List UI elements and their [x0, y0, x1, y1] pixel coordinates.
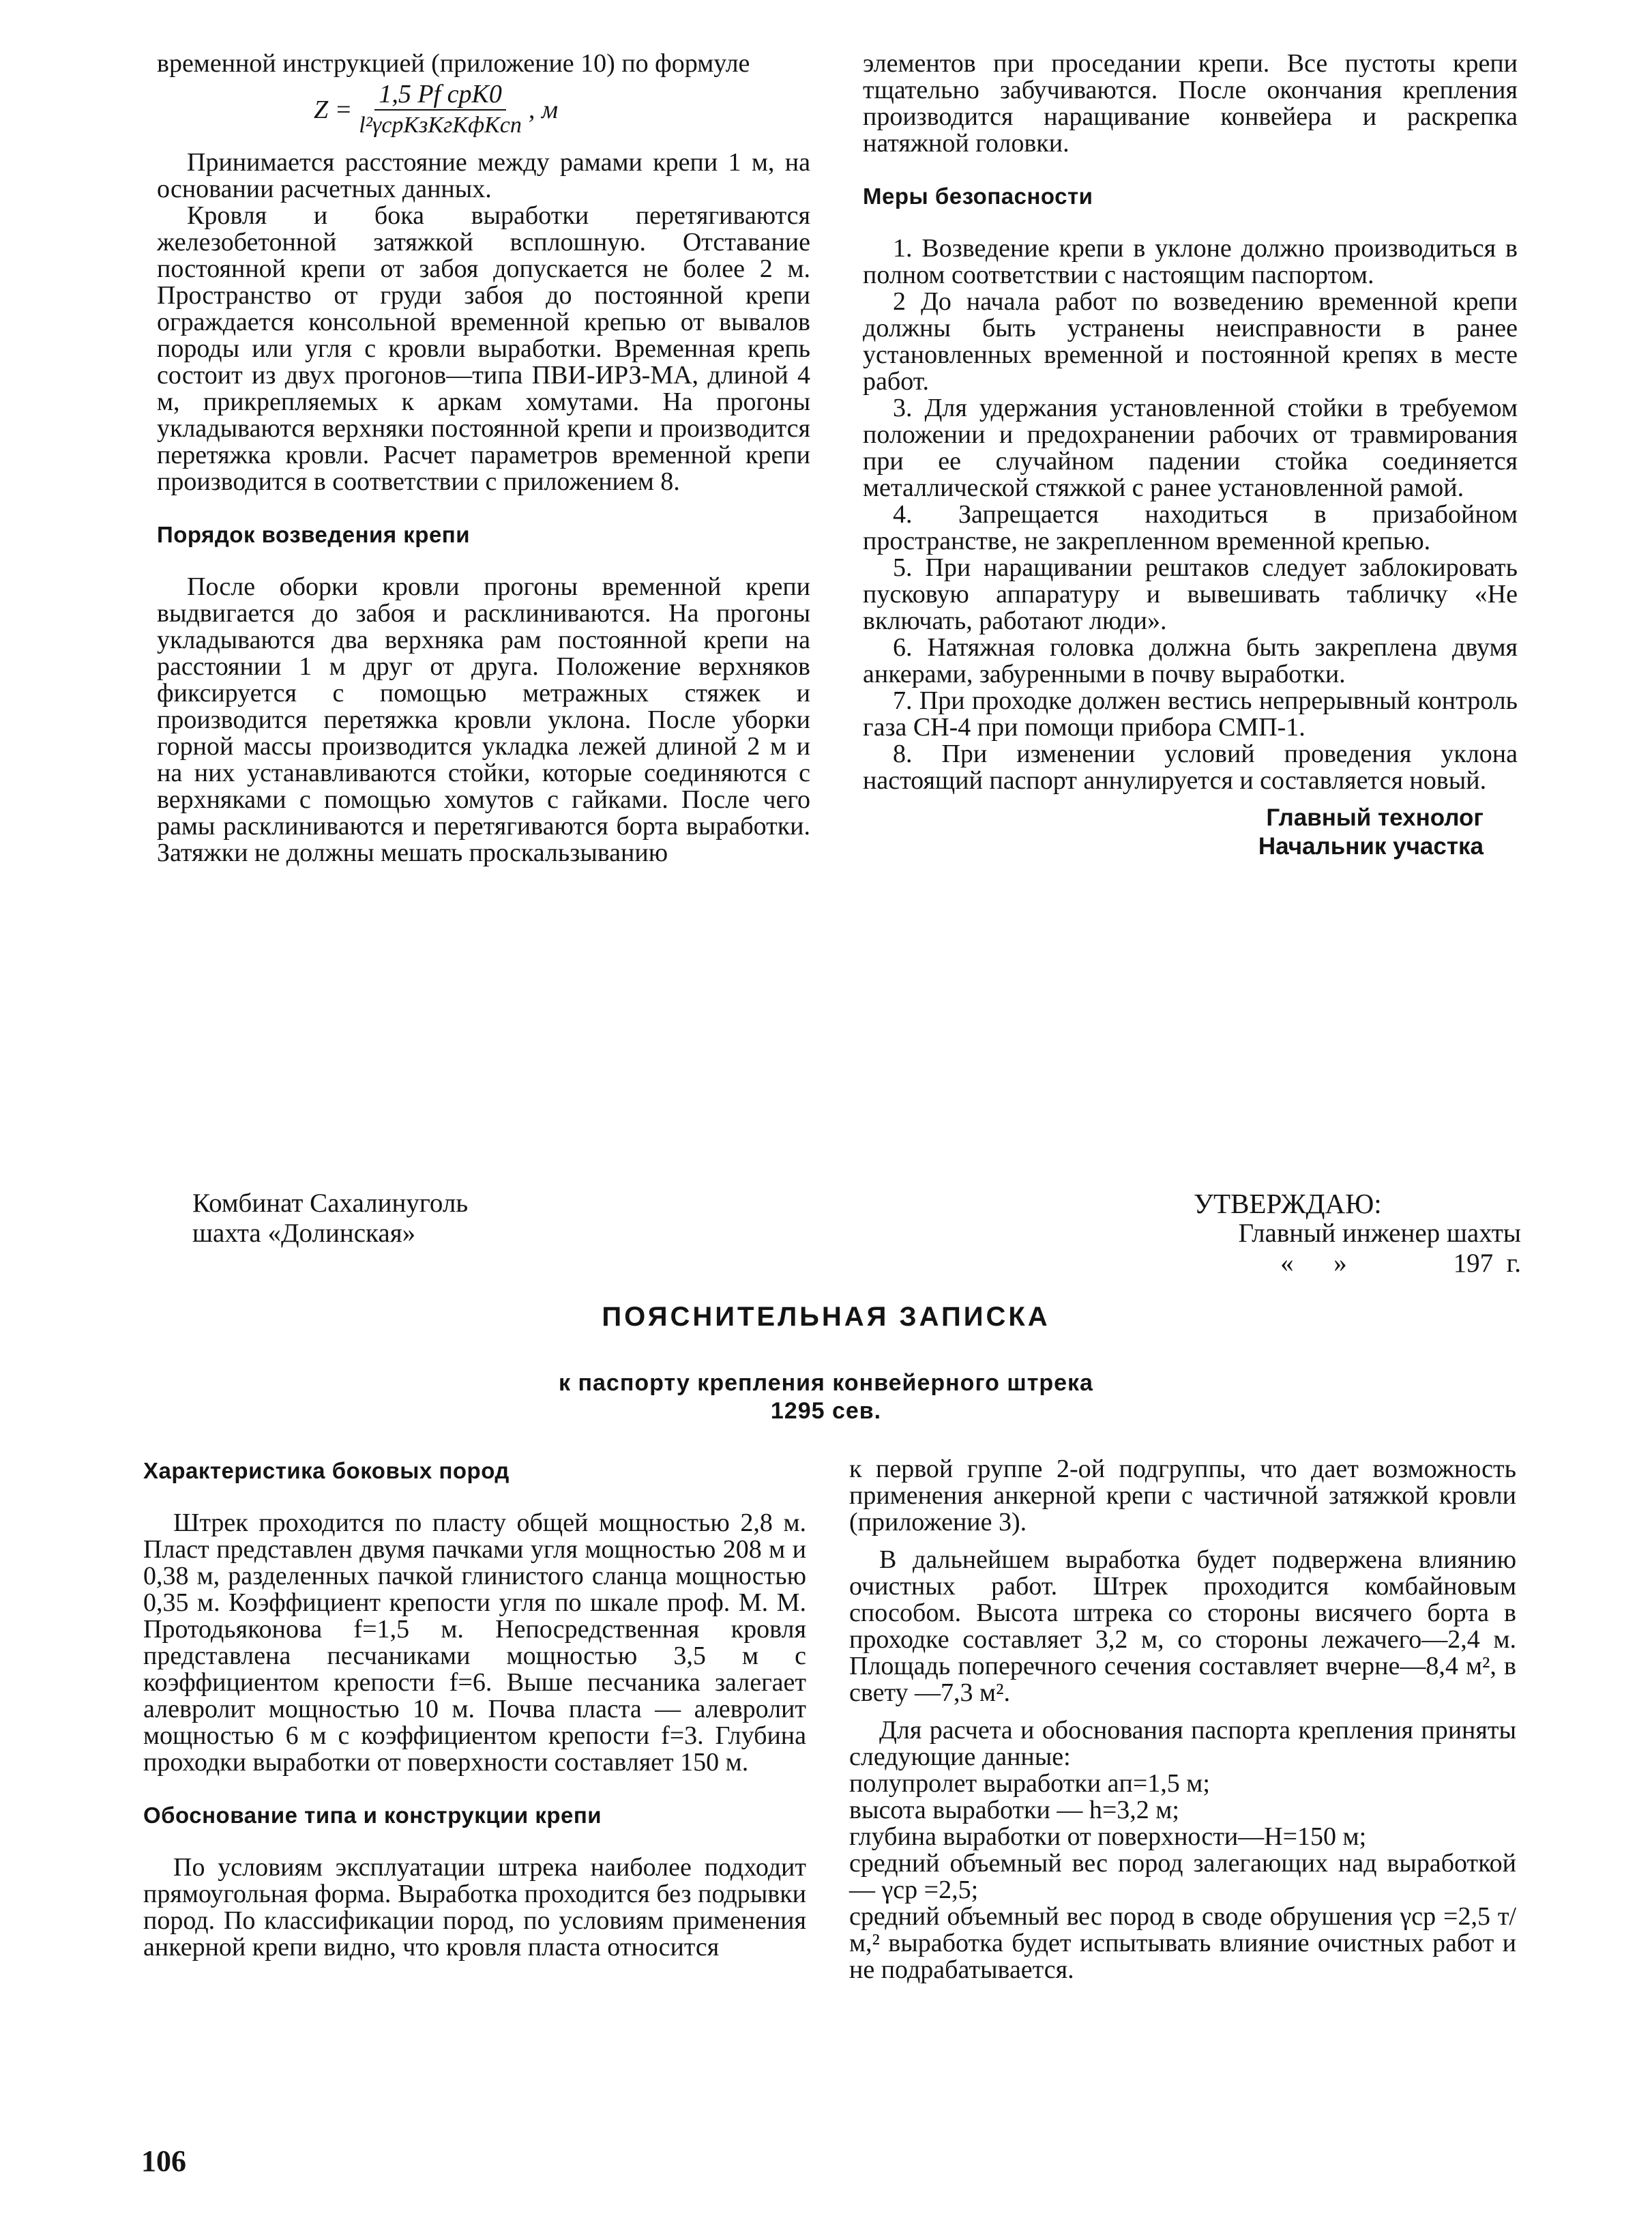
paragraph: После оборки кровли прогоны временной крепи выдвигается до забоя и расклиниваются. На прогоны укладываются два верхняка рам постоянной крепи на расстоянии 1 м друг от друга. Положение верхняков фиксируется с помощью метражных стяжек и производится перетяжка кровли уклона. После уборки горной массы производится укладка лежей длиной 2 м и на них устанавливаются стойки, которые соединяются с верхняками с помощью хомутов с гайками. После чего рамы расклиниваются и перетягиваются борта выработки. Затяжки не должны мешать проскальзыванию — [157, 572, 810, 867]
section-heading: Характеристика боковых пород — [143, 1458, 510, 1483]
list-item: 8. При изменении условий проведения уклона настоящий паспорт аннулируется и составляется новый. — [863, 740, 1518, 795]
paragraph: Штрек проходится по пласту общей мощностью 2,8 м. Пласт представлен двумя пачками угля мощностью 208 м и 0,38 м, разделенных пачкой глинистого сланца мощностью 0,35 м. Коэффициент крепости угля по шкале проф. М. М. Протодьяконова f=1,5 м. Непосредственная кровля представлена песчаниками мощностью 3,5 м с коэффициентом крепости f=6. Выше песчаника залегает алевролит мощностью 10 м. Почва пласта — алевролит мощностью 6 м с коэффициентом крепости f=3. Глубина проходки выработки от поверхности составляет 150 м. — [143, 1508, 806, 1777]
list-item: 1. Возведение крепи в уклоне должно производиться в полном соответствии с настоящим паспортом. — [863, 234, 1518, 289]
lower-left-column — [143, 1457, 806, 1961]
formula — [157, 81, 810, 138]
list-item: 6. Натяжная головка должна быть закреплена двумя анкерами, забуренными в почву выработки. — [863, 633, 1518, 688]
paragraph: к первой группе 2-ой подгруппы, что дает возможность применения анкерной крепи с частичной затяжкой кровли (приложение 3). — [849, 1455, 1516, 1536]
date-line: « » 197 г. — [1280, 1249, 1521, 1278]
list-item: 4. Запрещается находиться в призабойном пространстве, не закрепленном временной крепью. — [863, 500, 1518, 555]
paragraph: элементов при проседании крепи. Все пустоты крепи тщательно забучиваются. После окончания крепления производится наращивание конвейера и раскрепка натяжной головки. — [863, 49, 1518, 158]
signatures — [863, 804, 1518, 861]
paragraph: Для расчета и обоснования паспорта крепления приняты следующие данные: — [849, 1716, 1516, 1771]
paragraph: временной инструкцией (приложение 10) по формуле — [157, 49, 750, 78]
paragraph: Кровля и бока выработки перетягиваются железобетонной затяжкой всплошную. Отставание постоянной крепи от забоя допускается не более 2 м. Пространство от груди забоя до постоянной крепи ограждается консольной временной крепью от вывалов породы или угля с кровли выработки. Временная крепь состоит из двух прогонов—типа ПВИ-ИРЗ-МА, длиной 4 м, прикрепляемых к аркам хомутами. На прогоны укладываются верхняки постоянной крепи и производится перетяжка кровли. Расчет параметров временной крепи производится в соответствии с приложением 8. — [157, 201, 810, 496]
page-number: 106 — [141, 2144, 186, 2178]
paragraph: По условиям эксплуатации штрека наиболее подходит прямоугольная форма. Выработка проходится без подрывки пород. По классификации пород, по условиям применения анкерной крепи видно, что кровля пласта относится — [143, 1853, 806, 1962]
formula-lhs: Z = — [314, 95, 353, 124]
section-heading: Обоснование типа и конструкции крепи — [143, 1803, 602, 1828]
data-line: полупролет выработки aп=1,5 м; — [849, 1769, 1210, 1798]
list-item: 2 До начала работ по возведению временной крепи должны быть устранены неисправности в ранее установленных временной и постоянной крепях в месте работ. — [863, 287, 1518, 396]
data-line: средний объемный вес пород в своде обрушения γср =2,5 т/м,² выработка будет испытывать влияние очистных работ и не подрабатывается. — [849, 1902, 1516, 1984]
upper-left-column — [157, 50, 810, 866]
paragraph: В дальнейшем выработка будет подвержена влиянию очистных работ. Штрек проходится комбайновым способом. Высота штрека со стороны висячего борта в проходке составляет 3,2 м, со стороны лежачего—2,4 м. Площадь поперечного сечения составляет вчерне—8,4 м², в свету —7,3 м². — [849, 1545, 1516, 1707]
page-title: ПОЯСНИТЕЛЬНАЯ ЗАПИСКА — [602, 1302, 1050, 1332]
paragraph: Принимается расстояние между рамами крепи 1 м, на основании расчетных данных. — [157, 148, 810, 203]
company-block — [192, 1189, 468, 1249]
data-line: высота выработки — h=3,2 м; — [849, 1796, 1179, 1824]
data-line: глубина выработки от поверхности—H=150 м; — [849, 1822, 1367, 1851]
lower-right-column — [849, 1456, 1516, 1983]
list-item: 5. При наращивании рештаков следует заблокировать пусковую аппаратуру и вывешивать табличку «Не включать, работают люди». — [863, 553, 1518, 635]
approve-label: УТВЕРЖДАЮ: — [1194, 1188, 1382, 1219]
section-heading: Порядок возведения крепи — [157, 522, 471, 547]
subtitle-number: 1295 сев. — [770, 1398, 882, 1424]
subtitle — [0, 1369, 1652, 1425]
approver-title: Главный инженер шахты — [1238, 1219, 1521, 1248]
section-heading: Меры безопасности — [863, 184, 1093, 209]
approval-block — [1153, 1189, 1521, 1279]
signature-section-head: Начальник участка — [1258, 833, 1484, 860]
list-item: 7. При проходке должен вестись непрерывный контроль газа СН-4 при помощи прибора СМП-1. — [863, 686, 1518, 742]
formula-fraction — [359, 81, 522, 138]
mine-name: шахта «Долинская» — [192, 1219, 416, 1248]
company-name: Комбинат Сахалинуголь — [192, 1189, 469, 1218]
data-line: средний объемный вес пород залегающих над выработкой— γср =2,5; — [849, 1849, 1516, 1904]
subtitle-line: к паспорту крепления конвейерного штрека — [559, 1370, 1093, 1396]
formula-denominator: l²γсрKзKгKфKсп — [359, 113, 522, 138]
formula-numerator: 1,5 Pf срK0 — [374, 81, 505, 111]
formula-unit: , м — [528, 95, 559, 124]
upper-right-column — [863, 50, 1518, 861]
signature-chief-technologist: Главный технолог — [1266, 804, 1484, 831]
list-item: 3. Для удержания установленной стойки в требуемом положении и предохранении рабочих от травмирования при ее случайном падении стойка соединяется металлической стяжкой с ранее установленной рамой. — [863, 394, 1518, 502]
